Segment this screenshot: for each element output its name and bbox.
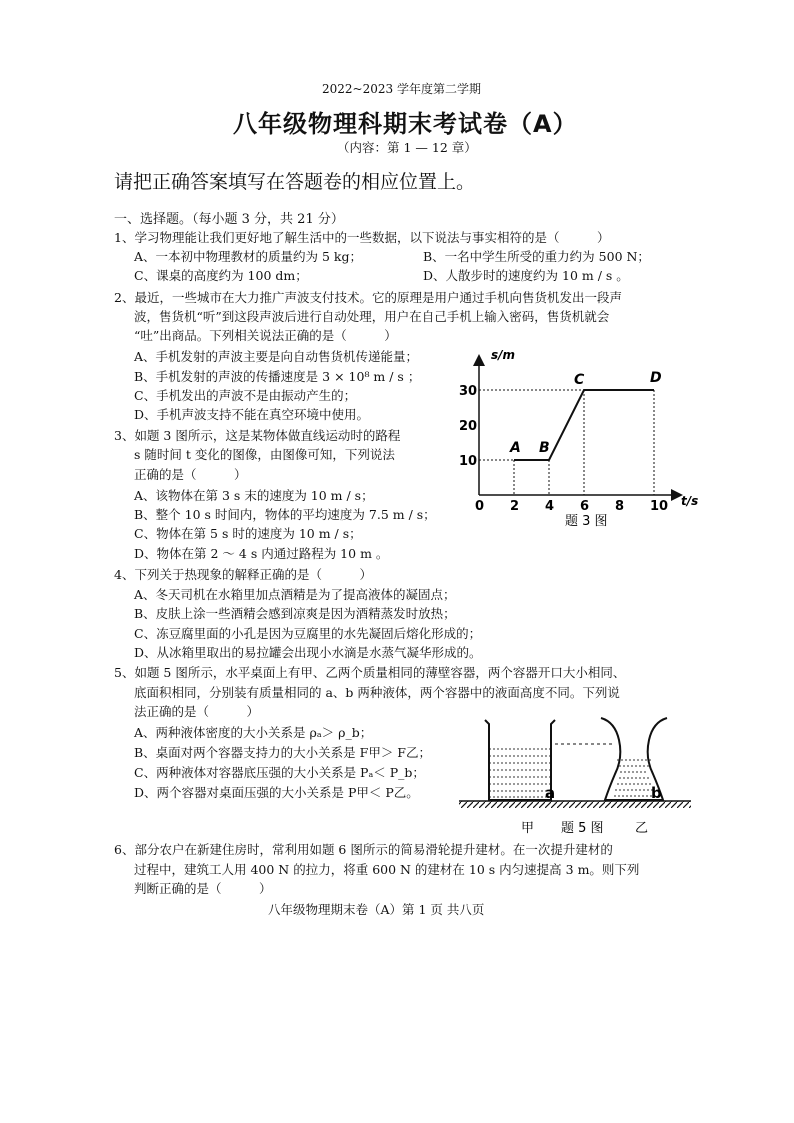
fig5-caption-jia: 甲: [521, 821, 535, 836]
q4-option-d: D、从冰箱里取出的易拉罐会出现小水滴是水蒸气凝华形成的。: [134, 645, 482, 660]
q1-option-b: B、一名中学生所受的重力约为 500 N；: [423, 249, 650, 264]
fig3-xtick-0: 0: [475, 499, 485, 514]
fig3-series-line: [514, 390, 654, 460]
fig5-caption: 题 5 图: [561, 821, 604, 836]
q1-option-c: C、课桌的高度约为 100 dm；: [134, 268, 308, 283]
q3-stem-line1: 3、如题 3 图所示，这是某物体做直线运动时的路程: [114, 428, 401, 443]
q3-option-a: A、该物体在第 3 s 末的速度为 10 m / s；: [134, 488, 374, 503]
fig3-point-C: C: [574, 372, 585, 388]
fig3-xtick-6: 6: [580, 499, 590, 514]
fig3-xlabel: t/s: [681, 494, 699, 508]
q5-option-d: D、两个容器对桌面压强的大小关系是 P甲＜ P乙。: [134, 785, 419, 800]
fig3-caption: 题 3 图: [565, 514, 608, 529]
fig3-point-B: B: [539, 440, 550, 456]
q4-stem: 4、下列关于热现象的解释正确的是（ ）: [114, 567, 372, 582]
answer-instruction: 请把正确答案填写在答题卷的相应位置上。: [114, 171, 476, 193]
fig3-xtick-10: 10: [650, 499, 669, 514]
q3-option-c: C、物体在第 5 s 时的速度为 10 m / s；: [134, 526, 362, 541]
fig3-point-A: A: [510, 440, 521, 456]
q2-stem-line3: “吐”出商品。下列相关说法正确的是（ ）: [134, 328, 397, 343]
fig3-ytick-30: 30: [459, 384, 478, 399]
q5-option-a: A、两种液体密度的大小关系是 ρₐ＞ ρ_b；: [134, 725, 373, 740]
q6-stem-line2: 过程中，建筑工人用 400 N 的拉力，将重 600 N 的建材在 10 s 内匀速提高 3 m。则下列: [134, 862, 640, 877]
q3-stem-line2: s 随时间 t 变化的图像，由图像可知，下列说法: [134, 447, 395, 462]
fig3-xtick-2: 2: [510, 499, 520, 514]
fig3-ytick-20: 20: [459, 419, 478, 434]
exam-term: 2022~2023 学年度第二学期: [322, 82, 481, 96]
q5-stem-line2: 底面积相同，分别装有质量相同的 a、b 两种液体，两个容器中的液面高度不同。下列说: [134, 685, 620, 700]
q4-option-c: C、冻豆腐里面的小孔是因为豆腐里的水先凝固后熔化形成的；: [134, 626, 482, 641]
q5-stem-line3: 法正确的是（ ）: [134, 704, 260, 719]
q5-stem-line1: 5、如题 5 图所示，水平桌面上有甲、乙两个质量相同的薄壁容器，两个容器开口大小相同、: [114, 665, 626, 680]
fig3-ytick-10: 10: [459, 454, 478, 469]
fig5-label-a: a: [545, 784, 556, 802]
q2-stem-line1: 2、最近，一些城市在大力推广声波支付技术。它的原理是用户通过手机向售货机发出一段声: [114, 290, 622, 305]
fig3-xtick-8: 8: [615, 499, 625, 514]
q4-option-b: B、皮肤上涂一些酒精会感到凉爽是因为酒精蒸发时放热；: [134, 606, 456, 621]
q3-option-d: D、物体在第 2 ～ 4 s 内通过路程为 10 m 。: [134, 546, 389, 561]
fig3-ylabel: s/m: [491, 348, 516, 362]
q6-stem-line3: 判断正确的是（ ）: [134, 881, 272, 896]
q2-option-c: C、手机发出的声波不是由振动产生的；: [134, 388, 357, 403]
fig5-caption-yi: 乙: [635, 821, 649, 836]
fig3-point-D: D: [650, 370, 662, 386]
q4-option-a: A、冬天司机在水箱里加点酒精是为了提高液体的凝固点；: [134, 587, 456, 602]
fig3-graph: [455, 345, 705, 530]
q3-stem-line3: 正确的是（ ）: [134, 467, 247, 482]
q2-stem-line2: 波，售货机“听”到这段声波后进行自动处理，用户在自己手机上输入密码，售货机就会: [134, 309, 610, 324]
q1-stem: 1、学习物理能让我们更好地了解生活中的一些数据，以下说法与事实相符的是（ ）: [114, 230, 610, 245]
q6-stem-line1: 6、部分农户在新建住房时，常利用如题 6 图所示的简易滑轮提升建材。在一次提升建材的: [114, 842, 613, 857]
q2-option-d: D、手机声波支持不能在真空环境中使用。: [134, 407, 370, 422]
q2-option-a: A、手机发射的声波主要是向自动售货机传递能量；: [134, 349, 419, 364]
fig3-xtick-4: 4: [545, 499, 555, 514]
fig5-containers: [455, 712, 695, 842]
fig5-label-b: b: [651, 784, 662, 802]
q3-option-b: B、整个 10 s 时间内，物体的平均速度为 7.5 m / s；: [134, 507, 436, 522]
section-title: 一、选择题。（每小题 3 分，共 21 分）: [114, 212, 344, 227]
fig5-table: [459, 801, 691, 808]
q5-option-b: B、桌面对两个容器支持力的大小关系是 F甲＞ F乙；: [134, 745, 431, 760]
q1-option-a: A、一本初中物理教材的质量约为 5 kg；: [134, 249, 363, 264]
q1-option-d: D、人散步时的速度约为 10 m / s 。: [423, 268, 629, 283]
page-footer: 八年级物理期末卷（A）第 1 页 共八页: [268, 902, 485, 917]
q5-option-c: C、两种液体对容器底压强的大小关系是 Pₐ＜ P_b；: [134, 765, 425, 780]
exam-subtitle: （内容：第 1 — 12 章）: [337, 140, 477, 155]
q2-option-b: B、手机发射的声波的传播速度是 3 × 10⁸ m / s ；: [134, 369, 421, 384]
exam-title: 八年级物理科期末考试卷（A）: [233, 110, 578, 138]
